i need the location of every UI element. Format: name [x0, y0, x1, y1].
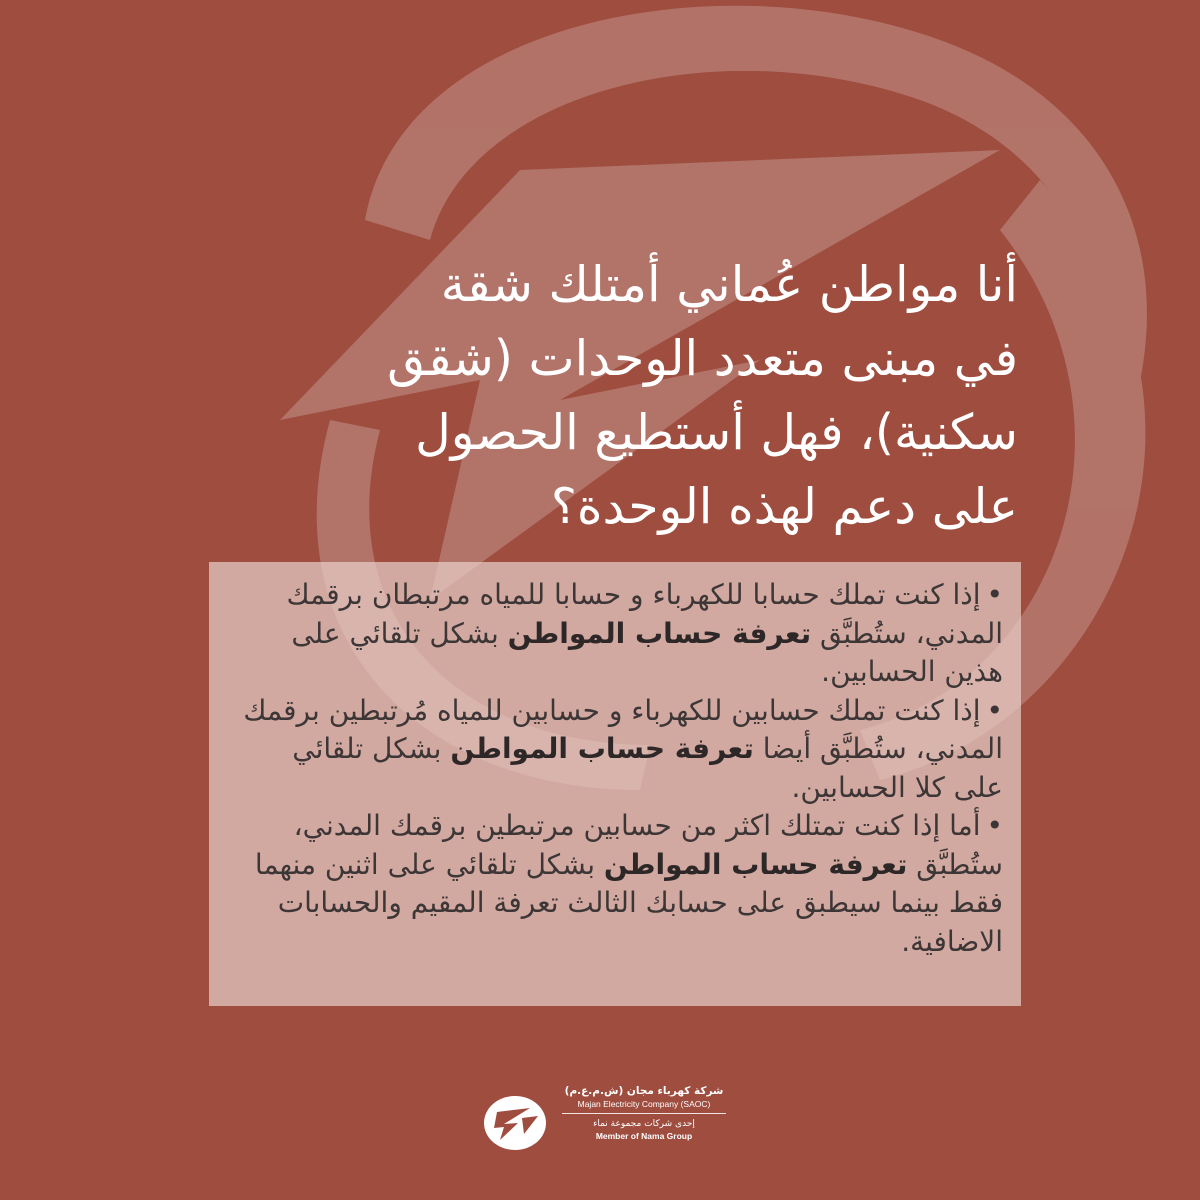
answer-text: إذا كنت تملك حسابا للكهرباء و حسابا للمياه مرتبطان برقمك المدني، ستُطبَّق — [286, 578, 1003, 650]
question-line: على دعم لهذه الوحدة؟ — [550, 478, 1018, 535]
question-heading — [178, 248, 1018, 544]
company-name-english: Majan Electricity Company (SAOC) — [577, 1099, 711, 1109]
company-name-arabic: شركة كهرباء مجان (ش.م.ع.م) — [564, 1085, 724, 1097]
answer-text: بشكل تلقائي على كلا الحسابين. — [292, 732, 1003, 804]
answer-text: إذا كنت تملك حسابين للكهرباء و حسابين للمياه مُرتبطين برقمك المدني، ستُطبَّق أيضا — [243, 693, 1003, 765]
tariff-name: تعرفة حساب المواطن — [507, 616, 812, 650]
logo-divider — [562, 1113, 726, 1114]
question-line: أنا مواطن عُماني أمتلك شقة — [440, 256, 1018, 313]
answer-box — [209, 562, 1021, 1006]
answer-item — [235, 807, 1003, 961]
question-line: في مبنى متعدد الوحدات (شقق — [387, 330, 1018, 387]
answer-item — [235, 692, 1003, 808]
company-logo — [472, 1084, 732, 1154]
tariff-name: تعرفة حساب المواطن — [603, 847, 908, 881]
bullet-icon: • — [986, 578, 1003, 611]
answer-text: أما إذا كنت تمتلك اكثر من حسابين مرتبطين برقمك المدني، ستُطبَّق — [293, 809, 1003, 881]
question-line: سكنية)، فهل أستطيع الحصول — [415, 404, 1018, 461]
answer-list — [209, 562, 1021, 961]
answer-text: بشكل تلقائي على اثنين منهما فقط بينما سيطبق على حسابك الثالث تعرفة المقيم والحسابات الاضافية. — [254, 847, 1003, 958]
tariff-name: تعرفة حساب المواطن — [450, 732, 754, 765]
bullet-icon: • — [986, 809, 1003, 842]
logo-text — [556, 1084, 732, 1142]
group-name-english: Member of Nama Group — [595, 1131, 693, 1141]
majan-lightning-logo-icon — [482, 1090, 548, 1156]
bullet-icon: • — [986, 693, 1003, 727]
answer-item — [235, 576, 1003, 692]
group-name-arabic: إحدى شركات مجموعة نماء — [593, 1119, 695, 1129]
answer-text: بشكل تلقائي على هذين الحسابين. — [291, 616, 1003, 688]
